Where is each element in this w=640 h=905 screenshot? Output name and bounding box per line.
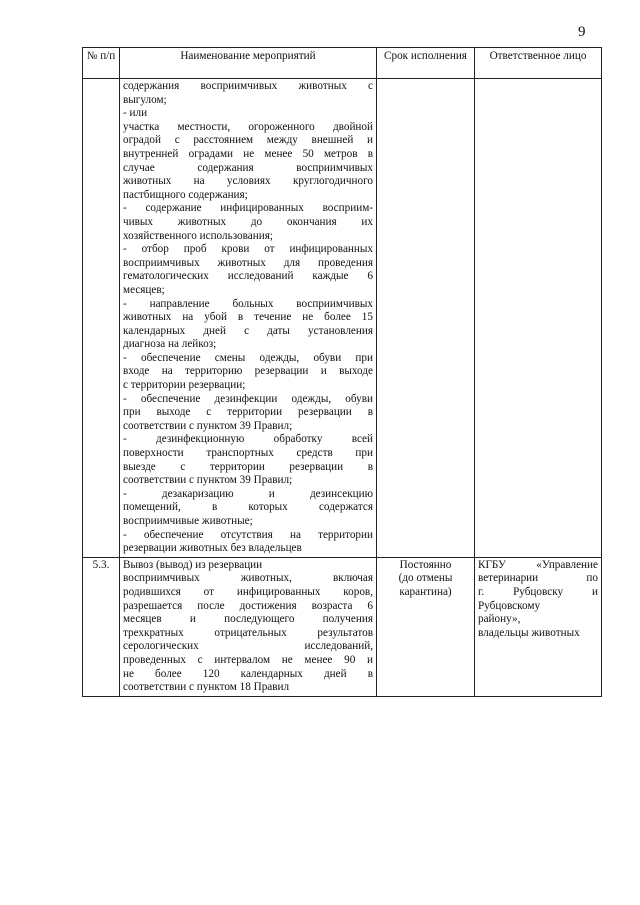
row1-num [83, 79, 120, 558]
text-line: восприимчивых животных, включая [123, 572, 373, 585]
text-line: - обеспечение отсутствия на территории [123, 528, 373, 541]
row2-num: 5.3. [83, 557, 120, 696]
text-line: содержания восприимчивых животных с [123, 80, 373, 92]
row1-term [377, 79, 475, 558]
header-term: Срок исполнения [377, 48, 475, 79]
text-line: выезде с территории резервации в [123, 460, 373, 473]
text-line: месяцев; [123, 283, 165, 296]
text-line: пастбищного содержания; [123, 188, 248, 201]
text-line: трехкратных отрицательных результатов [123, 626, 373, 639]
text-line: Постоянно [399, 558, 452, 571]
header-responsible: Ответственное лицо [475, 48, 602, 79]
row2-term [377, 557, 475, 696]
text-line: чивых животных до окончания их [123, 215, 373, 228]
text-line: не более 120 календарных дней в [123, 667, 373, 680]
table-row [83, 557, 602, 696]
text-line: соответствии с пунктом 18 Правил [123, 681, 290, 694]
text-line: разрешается после достижения возраста 6 [123, 599, 373, 612]
row2-name [120, 557, 377, 696]
text-line: восприимчивые животные; [123, 515, 253, 527]
text-line: г. Рубцовску и [478, 585, 598, 598]
text-line: резервации животных без владельцев [123, 542, 302, 555]
text-line: помещений, в которых содержатся [123, 501, 373, 514]
text-line: Рубцовскому [478, 599, 541, 612]
text-line: гематологических исследований каждые 6 [123, 270, 373, 283]
text-line: животных на убой в течение не более 15 [123, 311, 373, 324]
text-line: при выходе с территории резервации в [123, 406, 373, 419]
text-line: КГБУ «Управление [478, 558, 598, 571]
text-line: (до отмены [398, 572, 453, 585]
text-line: владельцы животных [478, 626, 580, 639]
text-line: району», [478, 613, 521, 626]
text-line: проведенных с интервалом не менее 90 и [123, 653, 373, 666]
text-line: соответствии с пунктом 39 Правил; [123, 419, 293, 432]
header-num: № п/п [83, 48, 120, 79]
text-line: Вывоз (вывод) из резервации [123, 558, 263, 571]
header-name: Наименование мероприятий [120, 48, 377, 79]
text-line: внутренней оградами не менее 50 метров в [123, 147, 373, 160]
text-line: выгулом; [123, 93, 167, 106]
text-line: хозяйственного использования; [123, 229, 273, 242]
page-number: 9 [578, 24, 586, 40]
text-line: - обеспечение смены одежды, обуви при [123, 351, 373, 364]
text-line: карантина) [399, 585, 452, 598]
table-row [83, 79, 602, 558]
text-line: - отбор проб крови от инфицированных [123, 243, 373, 256]
text-line: участка местности, огороженного двойной [123, 120, 373, 133]
text-line: с территории резервации; [123, 379, 246, 392]
text-line: диагноза на лейкоз; [123, 338, 217, 351]
text-line: - или [123, 107, 148, 120]
text-line: поверхности транспортных средств при [123, 447, 373, 460]
measures-table [82, 47, 602, 697]
text-line: ветеринарии по [478, 572, 598, 585]
text-line: месяцев и последующего получения [123, 613, 373, 626]
text-line: соответствии с пунктом 39 Правил; [123, 474, 293, 487]
text-line: - дезинфекционную обработку всей [123, 433, 373, 446]
text-line: серологических исследований, [123, 640, 373, 653]
row1-name [120, 79, 377, 558]
text-line: - обеспечение дезинфекции одежды, обуви [123, 392, 373, 405]
text-line: календарных дней с даты установления [123, 324, 373, 337]
text-line: случае содержания восприимчивых [123, 161, 373, 174]
text-line: оградой с расстоянием между внешней и [123, 134, 373, 147]
text-line: родившихся от инфицированных коров, [123, 585, 373, 598]
row2-responsible [475, 557, 602, 696]
text-line: животных на условиях круглогодичного [123, 175, 373, 188]
text-line: - дезакаризацию и дезинсекцию [123, 487, 373, 500]
table-header-row [83, 48, 602, 79]
row1-responsible [475, 79, 602, 558]
text-line: входе на территорию резервации и выходе [123, 365, 373, 378]
text-line: - направление больных восприимчивых [123, 297, 373, 310]
text-line: восприимчивых животных для проведения [123, 256, 373, 269]
text-line: - содержание инфицированных восприим- [123, 202, 373, 215]
